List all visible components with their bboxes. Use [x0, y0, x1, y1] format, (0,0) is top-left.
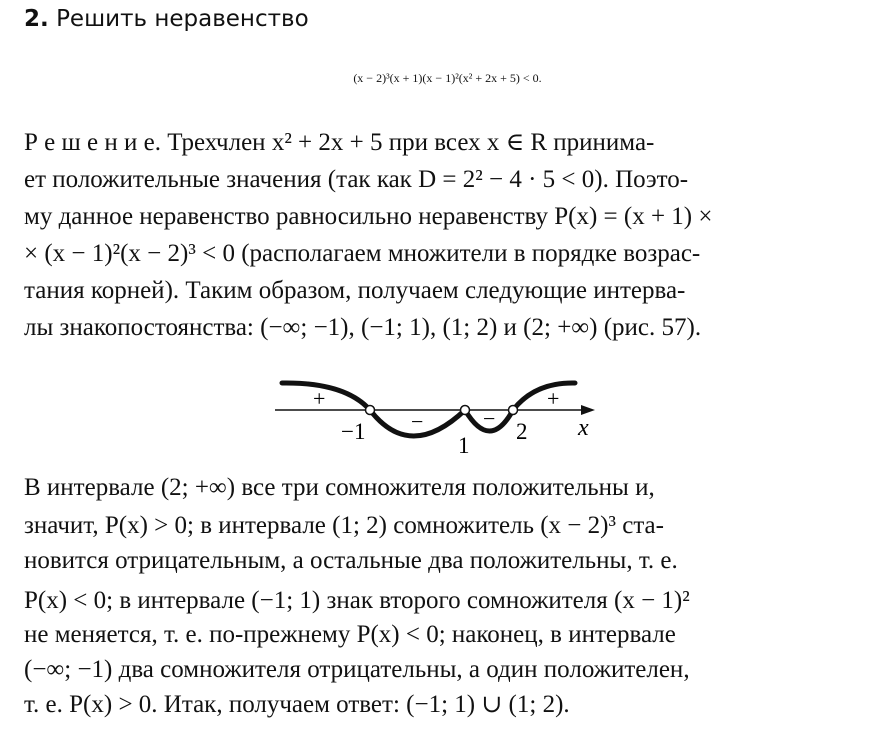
problem-heading [24, 4, 309, 34]
point-label: 2 [516, 419, 528, 444]
conclusion-line: (−∞; −1) два сомножителя отрицательны, а один положителен, [24, 656, 690, 683]
conclusion-line: P(x) < 0; в интервале (−1; 1) знак второго сомножителя (x − 1)² [24, 587, 690, 614]
root-point-minus-1 [366, 406, 375, 415]
problem-number: 2. [24, 6, 49, 32]
point-label: 1 [458, 433, 470, 458]
interval-sign: − [483, 406, 496, 431]
problem-formula: (x − 2)³(x + 1)(x − 1)²(x² + 2x + 5) < 0. [353, 71, 542, 85]
conclusion-line: значит, P(x) > 0; в интервале (1; 2) сомножитель (x − 2)³ ста- [24, 512, 664, 539]
root-point-2 [509, 406, 518, 415]
conclusion-line: т. е. P(x) > 0. Итак, получаем ответ: (−1; 1) ∪ (1; 2). [24, 691, 570, 718]
interval-sign: − [411, 409, 424, 434]
root-point-1 [461, 406, 470, 415]
conclusion-line: не меняется, т. е. по-прежнему P(x) < 0; наконец, в интервале [24, 621, 676, 648]
point-label: −1 [341, 419, 366, 444]
solution-line: ет положительные значения (так как D = 2² − 4 · 5 < 0). Поэто- [24, 166, 689, 193]
solution-line: × (x − 1)²(x − 2)³ < 0 (располагаем множители в порядке возрас- [24, 240, 701, 267]
solution-line: му данное неравенство равносильно неравенству P(x) = (x + 1) × [24, 203, 713, 230]
problem-title: Решить неравенство [56, 6, 309, 32]
solution-line: лы знакопостоянства: (−∞; −1), (−1; 1), (1; 2) и (2; +∞) (рис. 57). [24, 314, 702, 341]
interval-sign: + [313, 386, 326, 411]
interval-sign: + [547, 386, 560, 411]
conclusion-line: новится отрицательным, а остальные два положительны, т. е. [24, 547, 678, 574]
conclusion-line: В интервале (2; +∞) все три сомножителя положительны и, [24, 474, 655, 501]
solution-line: тания корней). Таким образом, получаем следующие интерва- [24, 277, 686, 304]
axis-arrow-icon [581, 405, 595, 415]
solution-line: Р е ш е н и е. Трехчлен x² + 2x + 5 при всех x ∈ R принима- [24, 129, 655, 156]
axis-label: x [578, 415, 589, 441]
sign-diagram-figure [265, 372, 605, 462]
